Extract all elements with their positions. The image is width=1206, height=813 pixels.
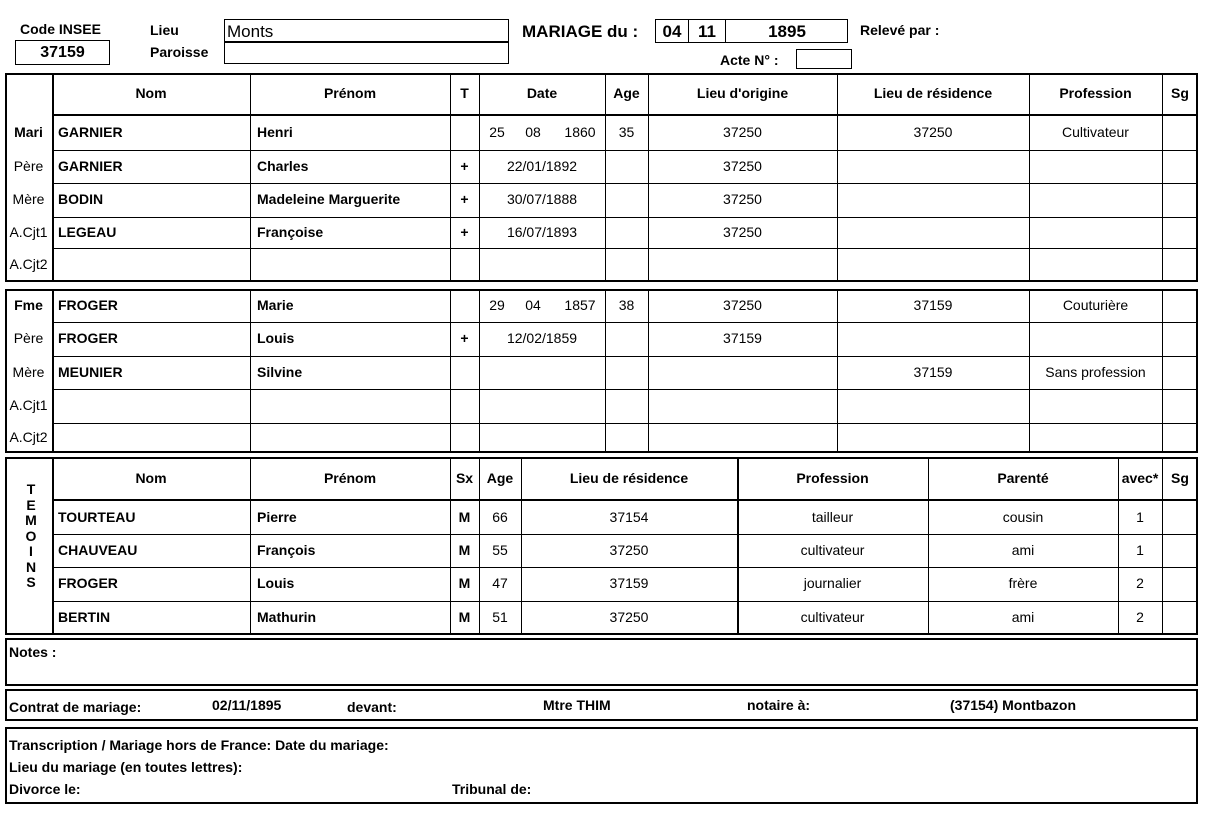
prenom-cell[interactable]: Marie <box>257 297 294 313</box>
origine-cell[interactable]: 37250 <box>723 191 762 207</box>
mariage-year: 1895 <box>768 22 806 41</box>
notary-place: (37154) Montbazon <box>950 697 1077 713</box>
contract-date: 02/11/1895 <box>212 697 282 713</box>
witness-prenom[interactable]: Pierre <box>257 508 297 525</box>
witness-side-letter: T <box>26 481 36 497</box>
row-role: Mère <box>12 191 45 207</box>
witness-sx[interactable]: M <box>458 575 471 591</box>
nom-cell[interactable]: FROGER <box>58 297 118 313</box>
code-insee-value: 37159 <box>40 44 85 61</box>
witness-sx[interactable]: M <box>458 541 471 558</box>
row-role: Père <box>13 157 44 174</box>
transcription-box <box>5 727 1198 804</box>
contract-box <box>5 689 1198 721</box>
date-year-cell[interactable]: 1860 <box>564 124 596 140</box>
witness-parente[interactable]: ami <box>1011 541 1035 558</box>
mariage-day: 04 <box>662 22 682 41</box>
col-header-lieu_residence: Lieu de résidence <box>873 85 993 101</box>
witness-header-nom: Nom <box>135 470 167 486</box>
witness-age[interactable]: 55 <box>492 541 508 558</box>
witness-side-letter: S <box>26 574 36 590</box>
witness-side-letter: E <box>26 496 36 513</box>
witness-profession[interactable]: journalier <box>803 575 862 591</box>
nom-cell[interactable]: GARNIER <box>58 157 123 174</box>
prenom-cell[interactable]: Charles <box>257 157 309 174</box>
col-header-profession: Profession <box>1059 85 1132 101</box>
date-cell[interactable]: 12/02/1859 <box>506 330 578 346</box>
col-header-date: Date <box>526 85 558 101</box>
witness-header-parente: Parenté <box>997 470 1049 486</box>
prenom-cell[interactable]: Silvine <box>257 363 303 380</box>
divorce-label: Divorce le: <box>9 781 81 797</box>
t-cell[interactable]: + <box>460 191 469 207</box>
tribunal-label: Tribunal de: <box>452 781 532 797</box>
notes-label: Notes : <box>9 644 57 660</box>
witness-header-avec: avec* <box>1121 470 1159 486</box>
witness-avec[interactable]: 2 <box>1136 575 1144 591</box>
date-month-cell[interactable]: 04 <box>525 297 541 313</box>
code-insee-label: Code INSEE <box>20 21 101 37</box>
t-cell[interactable]: + <box>460 330 469 346</box>
witness-parente[interactable]: frère <box>1008 575 1038 591</box>
nom-cell[interactable]: GARNIER <box>58 124 123 140</box>
witness-profession[interactable]: cultivateur <box>800 541 865 558</box>
witness-header-sx: Sx <box>455 470 474 486</box>
notary-name: Mtre THIM <box>543 697 611 713</box>
prenom-cell[interactable]: Louis <box>257 330 295 346</box>
contract-label: Contrat de mariage: <box>9 699 142 715</box>
origine-cell[interactable]: 37250 <box>723 124 762 140</box>
witness-profession[interactable]: cultivateur <box>800 608 865 625</box>
origine-cell[interactable]: 37159 <box>723 330 762 346</box>
col-header-lieu_origine: Lieu d'origine <box>696 85 789 101</box>
profession-cell[interactable]: Couturière <box>1062 297 1129 313</box>
date-cell[interactable]: 30/07/1888 <box>506 191 578 207</box>
witness-parente[interactable]: cousin <box>1002 508 1044 525</box>
witness-header-age: Age <box>486 470 514 486</box>
age-cell[interactable]: 35 <box>618 124 635 140</box>
origine-cell[interactable]: 37250 <box>723 157 762 174</box>
row-role: Père <box>13 330 44 346</box>
witness-side-letter: M <box>25 512 37 528</box>
witness-nom[interactable]: FROGER <box>58 575 118 591</box>
witness-parente[interactable]: ami <box>1011 608 1035 625</box>
date-month-cell[interactable]: 08 <box>525 124 541 140</box>
witness-prenom[interactable]: Mathurin <box>257 608 317 625</box>
row-role: Fme <box>14 297 43 313</box>
nom-cell[interactable]: BODIN <box>58 191 104 207</box>
transcription-line2: Lieu du mariage (en toutes lettres): <box>9 759 243 775</box>
lieu-label: Lieu <box>150 22 179 38</box>
date-cell[interactable]: 16/07/1893 <box>506 223 578 240</box>
witness-header-prenom: Prénom <box>323 470 377 486</box>
profession-cell[interactable]: Sans profession <box>1045 363 1146 380</box>
paroisse-label: Paroisse <box>150 44 209 60</box>
t-cell[interactable]: + <box>460 157 469 174</box>
row-role: A.Cjt2 <box>9 255 48 272</box>
row-role: Mari <box>14 124 43 140</box>
row-role: Mère <box>12 363 45 380</box>
prenom-cell[interactable]: Madeleine Marguerite <box>257 191 401 207</box>
releve-label: Relevé par : <box>860 22 940 38</box>
witness-header-residence: Lieu de résidence <box>569 470 689 486</box>
origine-cell[interactable]: 37250 <box>723 223 762 240</box>
origine-cell[interactable]: 37250 <box>723 297 762 313</box>
date-cell[interactable]: 22/01/1892 <box>506 157 578 174</box>
col-header-prenom: Prénom <box>323 85 377 101</box>
col-header-t: T <box>460 85 469 101</box>
row-role: A.Cjt2 <box>9 429 48 445</box>
witness-prenom[interactable]: Louis <box>257 575 295 591</box>
witness-header-sg: Sg <box>1171 470 1189 486</box>
profession-cell[interactable]: Cultivateur <box>1062 124 1129 140</box>
col-header-sg: Sg <box>1171 85 1189 101</box>
transcription-line1: Transcription / Mariage hors de France: Date du mariage: <box>9 737 389 753</box>
nom-cell[interactable]: MEUNIER <box>58 363 123 380</box>
nom-cell[interactable]: LEGEAU <box>58 223 117 240</box>
t-cell[interactable]: + <box>460 223 469 240</box>
witness-avec[interactable]: 2 <box>1136 608 1144 625</box>
residence-cell[interactable]: 37159 <box>913 297 953 313</box>
witness-header-profession: Profession <box>796 470 869 486</box>
witness-residence[interactable]: 37159 <box>609 575 649 591</box>
witness-age[interactable]: 66 <box>492 508 508 525</box>
witness-age[interactable]: 51 <box>492 608 508 625</box>
residence-cell[interactable]: 37159 <box>913 363 953 380</box>
witness-nom[interactable]: BERTIN <box>58 608 111 625</box>
col-header-age: Age <box>613 85 640 101</box>
witness-avec[interactable]: 1 <box>1136 508 1144 525</box>
row-role: A.Cjt1 <box>9 223 48 240</box>
mariage-month: 11 <box>698 22 716 41</box>
col-header-nom: Nom <box>135 85 167 101</box>
witness-residence[interactable]: 37154 <box>609 508 649 525</box>
witness-prenom[interactable]: François <box>257 541 316 558</box>
witness-sx[interactable]: M <box>458 508 471 525</box>
witness-nom[interactable]: TOURTEAU <box>58 508 136 525</box>
date-year-cell[interactable]: 1857 <box>564 297 596 313</box>
date-day-cell[interactable]: 25 <box>489 124 505 140</box>
mariage-label: MARIAGE du : <box>522 22 639 41</box>
witness-sx[interactable]: M <box>458 608 471 625</box>
prenom-cell[interactable]: Françoise <box>257 223 324 240</box>
witness-age[interactable]: 47 <box>492 575 508 591</box>
nom-cell[interactable]: FROGER <box>58 330 118 346</box>
notaire-label: notaire à: <box>747 697 811 713</box>
lieu-value: Monts <box>227 22 274 41</box>
witness-avec[interactable]: 1 <box>1136 541 1144 558</box>
row-role: A.Cjt1 <box>9 397 48 413</box>
acte-label: Acte N° : <box>720 52 779 68</box>
witness-side-letter: N <box>25 558 37 575</box>
witness-residence[interactable]: 37250 <box>609 608 649 625</box>
witness-side-letter: I <box>29 543 33 559</box>
witness-side-letter: O <box>25 527 37 544</box>
witness-nom[interactable]: CHAUVEAU <box>58 541 138 558</box>
notes-box[interactable] <box>5 638 1198 686</box>
residence-cell[interactable]: 37250 <box>913 124 953 140</box>
prenom-cell[interactable]: Henri <box>257 124 293 140</box>
devant-label: devant: <box>347 699 397 715</box>
age-cell[interactable]: 38 <box>618 297 635 313</box>
witness-residence[interactable]: 37250 <box>609 541 649 558</box>
date-day-cell[interactable]: 29 <box>489 297 505 313</box>
witness-profession[interactable]: tailleur <box>811 508 854 525</box>
